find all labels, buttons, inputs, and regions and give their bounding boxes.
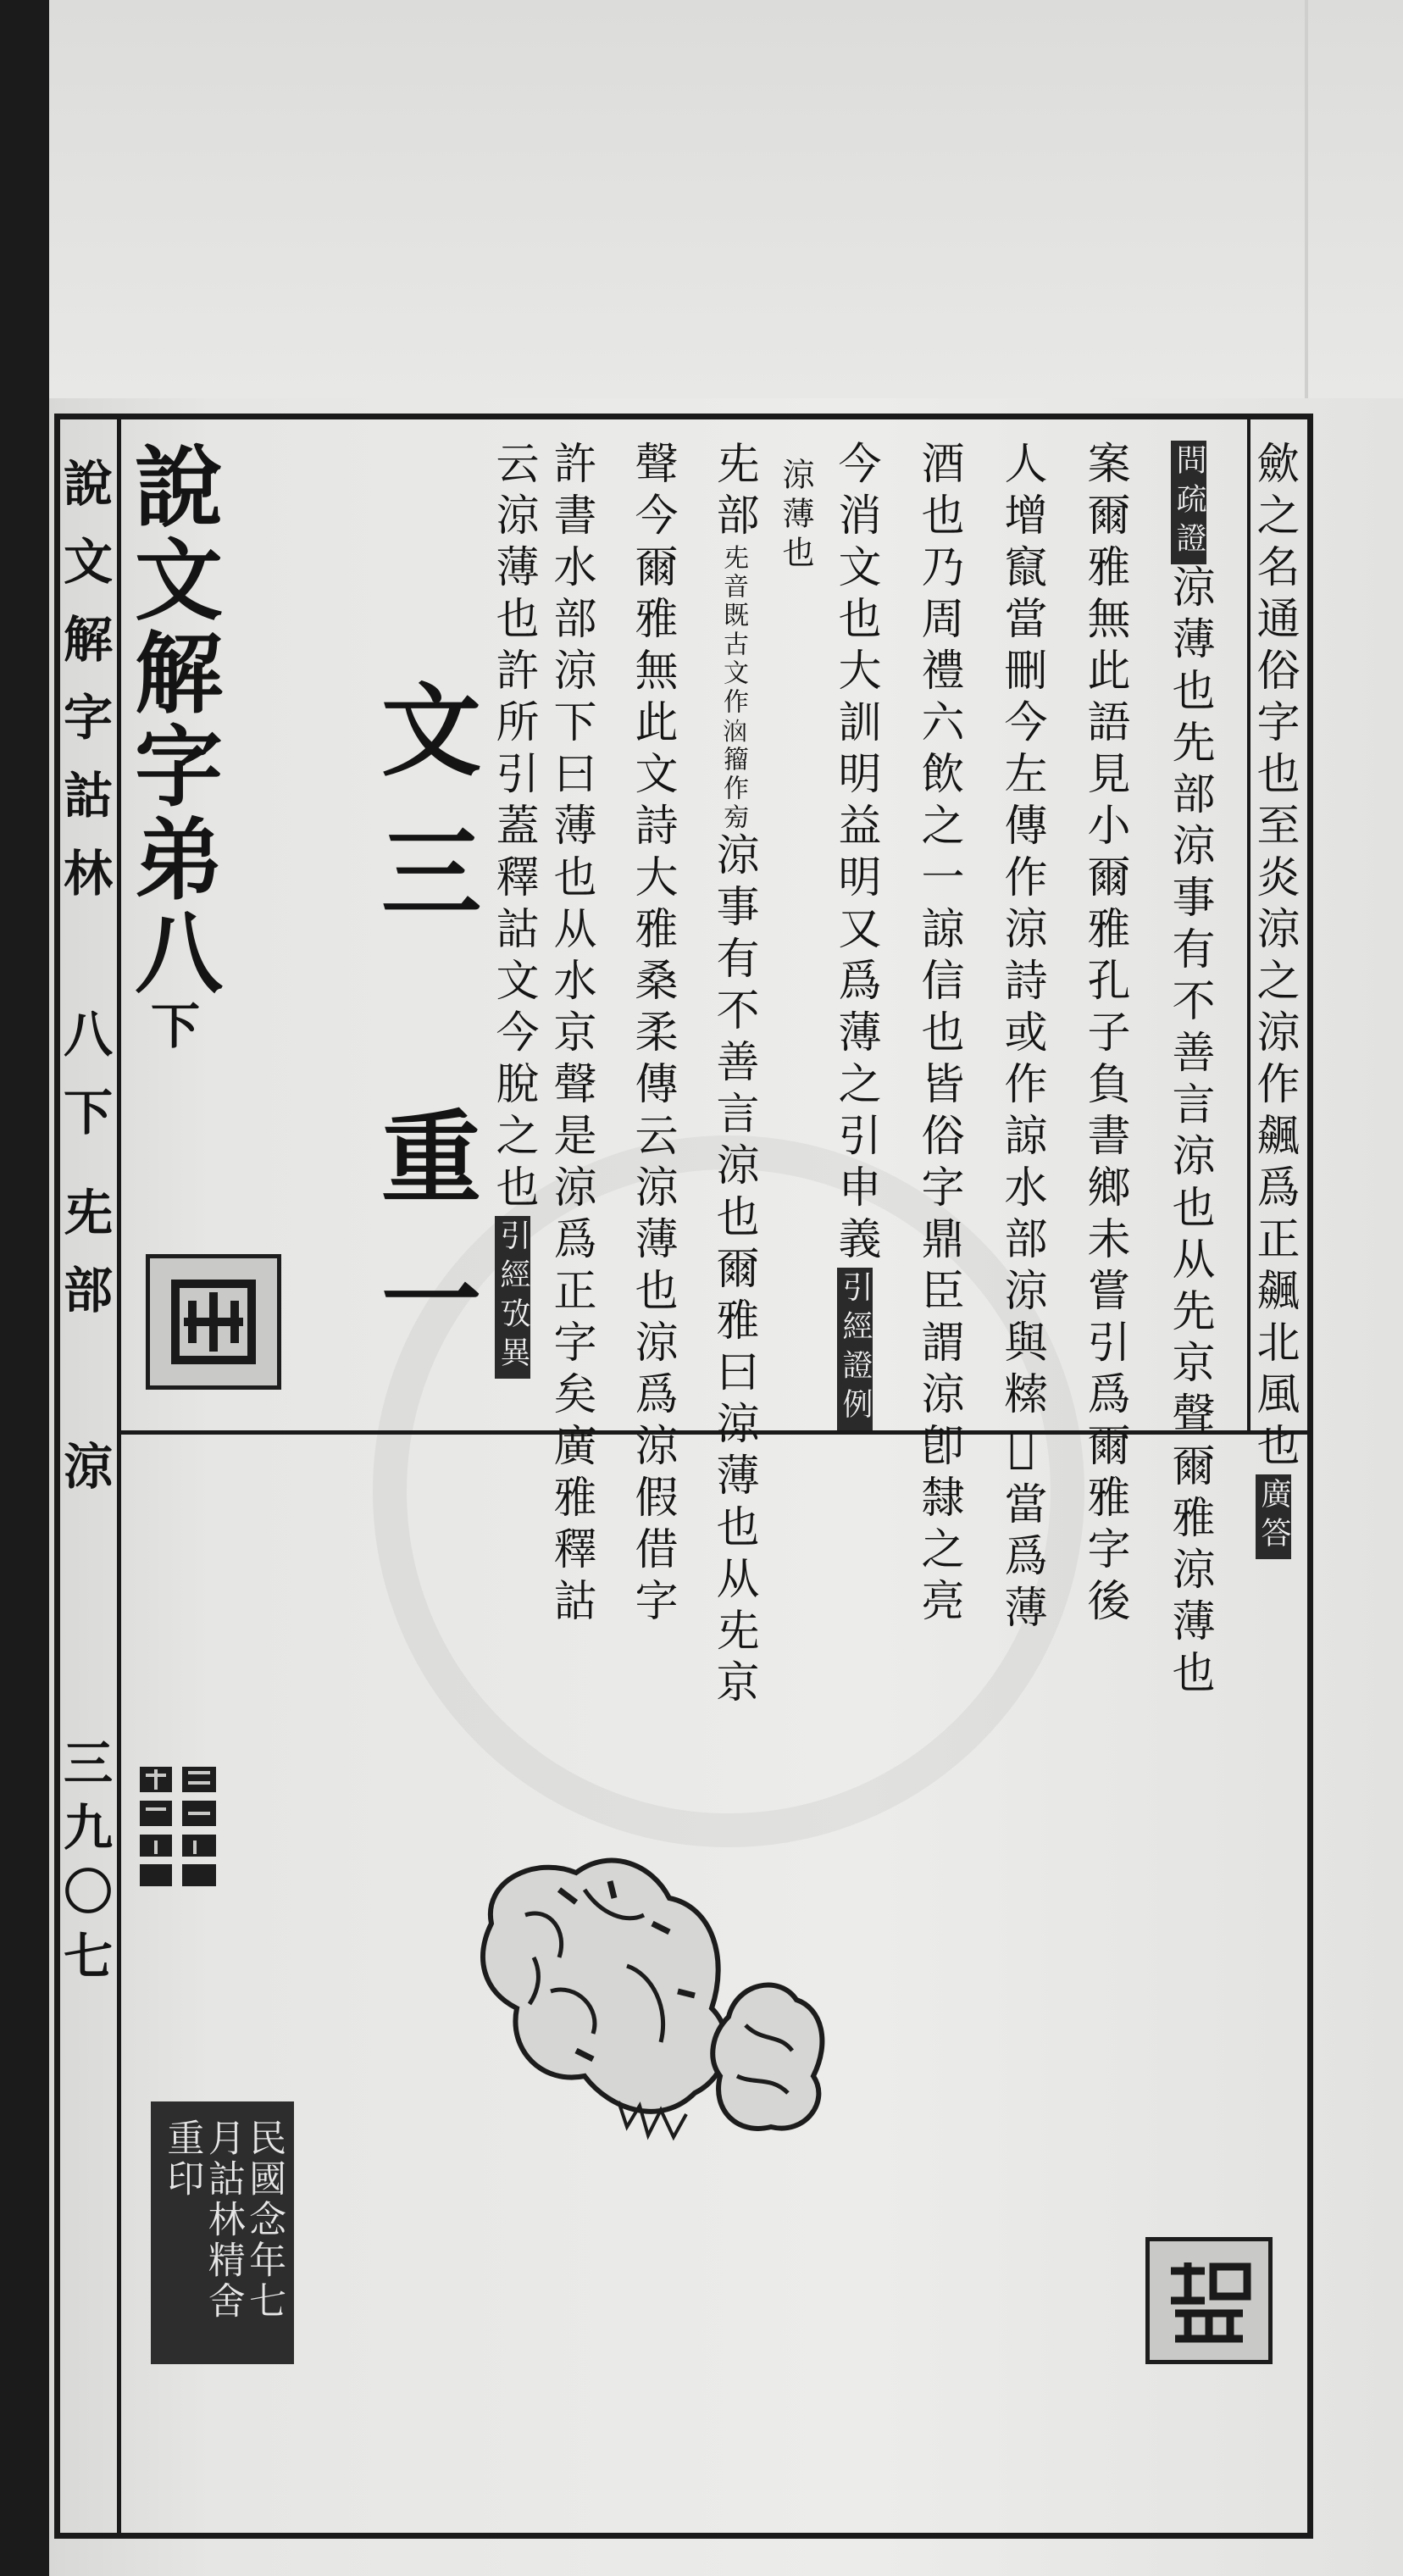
citation-tag: 引經攷異: [495, 1216, 530, 1379]
chapter-title: [119, 441, 224, 1054]
text-column-4: 人增竄當刪今左傳作涼詩或作諒水部涼與𥻨𤋎當爲薄: [996, 441, 1046, 1636]
column-text: 云涼薄也許所引蓋釋詁文今脫之也: [488, 441, 538, 1216]
chapter-title-text: 說文解字弟八: [119, 441, 224, 1000]
text-column-6: [830, 441, 880, 1430]
citation-tag: 廣答: [1256, 1474, 1291, 1559]
text-column-8: [708, 441, 758, 1711]
text-column-1: [1249, 441, 1299, 1559]
small-seal-margin: [136, 1763, 220, 1890]
square-seal-lower: [1145, 2237, 1273, 2364]
text-column-9: 聲今爾雅無此文詩大雅桑柔傳云涼薄也涼爲涼假借字: [627, 441, 677, 1629]
column-text: 兂部: [708, 441, 758, 544]
margin-section: 兂部: [55, 1186, 113, 1342]
text-column-5: 酒也乃周禮六飲之一諒信也皆俗字鼎臣謂涼卽隸之亮: [913, 441, 963, 1629]
citation-tag: 問疏證: [1171, 441, 1206, 564]
seal-glyph-icon: [1162, 2254, 1256, 2347]
text-column-2: [1164, 441, 1214, 1702]
text-column-10: 許書水部涼下曰薄也从水京聲是涼爲正字矣廣雅釋詁: [546, 441, 596, 1629]
margin-page-number: 三九〇七: [55, 1737, 113, 1995]
margin-book-title: 說文解字詁林: [55, 458, 113, 925]
interlinear-note: 兂音既古文作𣳦籀作㫄: [718, 544, 748, 832]
column-text: 歛之名通俗字也至炎涼之涼作飆爲正飆北風也: [1249, 441, 1299, 1474]
margin-entry: 涼: [55, 1441, 113, 1518]
rock-illustration: [458, 1822, 864, 2178]
text-column-3: 案爾雅無此語見小爾雅孔子負書鄉未嘗引爲爾雅字後: [1079, 441, 1129, 1629]
column-text: 涼薄也先部涼事有不善言涼也从先京聲爾雅涼薄也: [1164, 564, 1214, 1702]
binding-strip: [0, 0, 49, 2576]
square-seal-upper: [146, 1254, 281, 1390]
margin-volume: 八下: [55, 1008, 113, 1164]
citation-tag: 引經證例: [837, 1268, 873, 1430]
text-column-11: [488, 441, 538, 1379]
flyleaf-edge: [1305, 0, 1308, 398]
seal-glyph-icon: [163, 1271, 264, 1373]
summary-count: 文三 重一: [364, 678, 482, 1390]
column-text-cont: 涼事有不善言涼也爾雅曰涼薄也从兂京: [708, 832, 758, 1711]
colophon-stamp: 民國念年七月詁林精舍重印: [151, 2101, 294, 2364]
chapter-subtitle: 下: [142, 1000, 200, 1054]
folded-flyleaf: [49, 0, 1403, 398]
seal-glyph-icon: [136, 1763, 220, 1890]
text-column-7: 涼薄也: [777, 458, 814, 575]
column-text: 今消文也大訓明益明又爲薄之引申義: [830, 441, 880, 1268]
